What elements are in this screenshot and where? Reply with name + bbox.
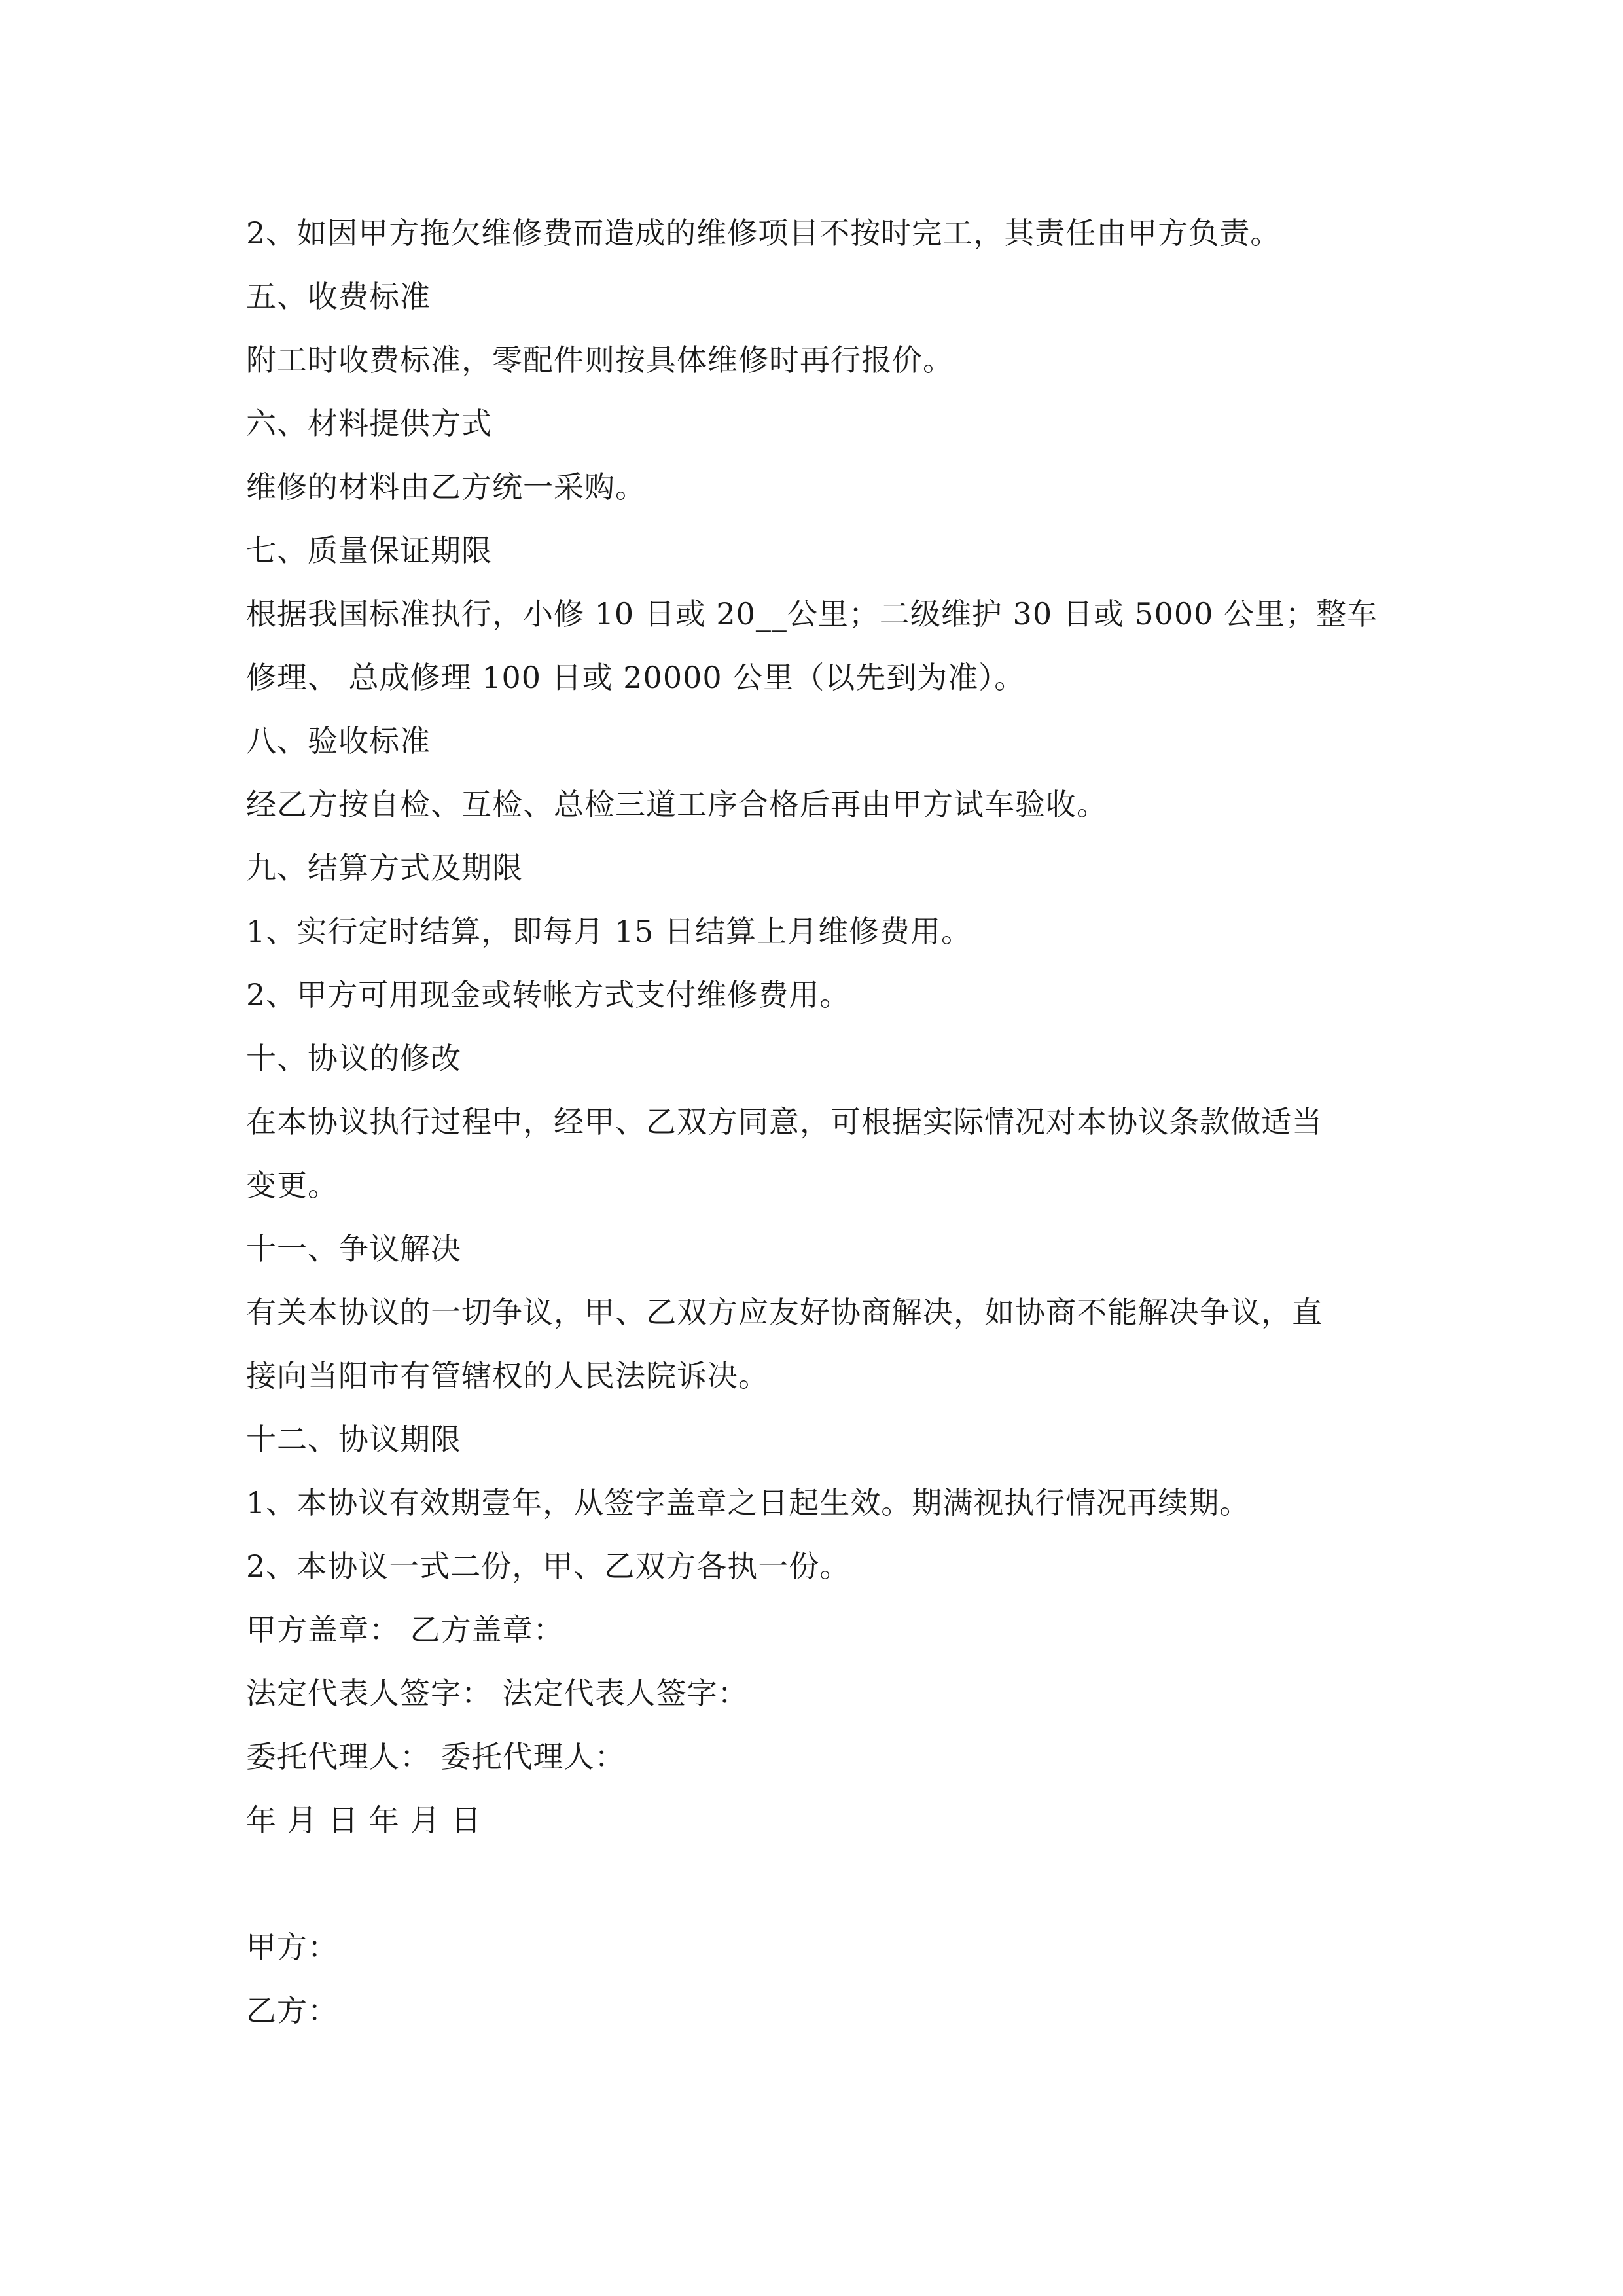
section-10-text-line-1: 在本协议执行过程中，经甲、乙双方同意，可根据实际情况对本协议条款做适当: [246, 1104, 1323, 1139]
section-12-heading: 十二、协议期限: [246, 1422, 461, 1457]
section-11-text-line-2: 接向当阳市有管辖权的人民法院诉决。: [246, 1358, 769, 1393]
section-12-item-2: 2、本协议一式二份，甲、乙双方各执一份。: [246, 1549, 851, 1584]
section-12-item-1: 1、本协议有效期壹年，从签字盖章之日起生效。期满视执行情况再续期。: [246, 1485, 1251, 1520]
section-8-text: 经乙方按自检、互检、总检三道工序合格后再由甲方试车验收。: [246, 787, 1107, 822]
section-8-heading: 八、验收标准: [246, 723, 431, 759]
section-9-heading: 九、结算方式及期限: [246, 850, 523, 886]
section-7-text-line-2: 修理、 总成修理 100 日或 20000 公里（以先到为准）。: [246, 660, 1026, 695]
agent-line: 委托代理人： 委托代理人：: [246, 1739, 626, 1774]
date-line: 年 月 日 年 月 日: [246, 1803, 482, 1838]
section-5-text: 附工时收费标准，零配件则按具体维修时再行报价。: [246, 342, 954, 378]
clause-2-text: 2、如因甲方拖欠维修费而造成的维修项目不按时完工，其责任由甲方负责。: [246, 215, 1281, 251]
section-11-heading: 十一、争议解决: [246, 1231, 461, 1266]
section-10-heading: 十、协议的修改: [246, 1041, 461, 1076]
section-7-text-line-1: 根据我国标准执行，小修 10 日或 20__公里；二级维护 30 日或 5000 公里；整车: [246, 596, 1378, 632]
seal-line: 甲方盖章： 乙方盖章：: [246, 1612, 564, 1647]
section-6-text: 维修的材料由乙方统一采购。: [246, 469, 646, 505]
section-9-item-2: 2、甲方可用现金或转帐方式支付维修费用。: [246, 977, 851, 1013]
section-6-heading: 六、材料提供方式: [246, 406, 492, 441]
document-body: [246, 202, 1385, 2043]
section-7-heading: 七、质量保证期限: [246, 533, 492, 568]
legal-rep-signature-line: 法定代表人签字： 法定代表人签字：: [246, 1676, 749, 1711]
party-b-label: 乙方：: [246, 1993, 338, 2028]
section-5-heading: 五、收费标准: [246, 279, 431, 314]
section-9-item-1: 1、实行定时结算，即每月 15 日结算上月维修费用。: [246, 914, 972, 949]
section-11-text-line-1: 有关本协议的一切争议，甲、乙双方应友好协商解决，如协商不能解决争议，直: [246, 1295, 1323, 1330]
party-a-label: 甲方：: [246, 1929, 338, 1965]
spacer: [246, 1852, 1385, 1916]
section-10-text-line-2: 变更。: [246, 1168, 338, 1203]
